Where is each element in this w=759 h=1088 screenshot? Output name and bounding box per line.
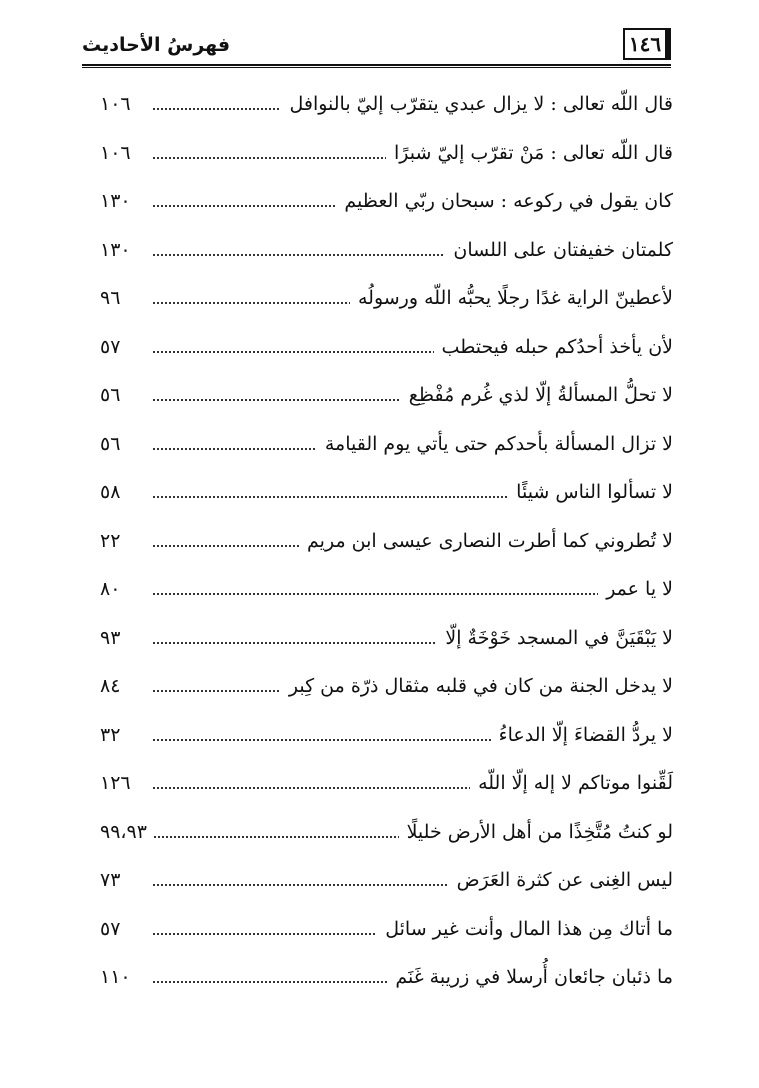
dot-leader (152, 882, 449, 888)
page-number: ١٤٦ (623, 28, 671, 60)
entry-page-number: ٥٧ (100, 335, 121, 358)
entry-page-number: ١٢٦ (100, 772, 131, 795)
entry-page-number: ٥٧ (100, 917, 121, 940)
dot-leader (152, 397, 401, 403)
dot-leader (152, 106, 281, 112)
index-entry (100, 323, 673, 372)
entry-page-number: ١٣٠ (100, 190, 131, 213)
entry-page-number: ٧٣ (100, 869, 121, 892)
index-entry (100, 468, 673, 517)
index-entry (100, 177, 673, 226)
dot-leader (152, 785, 470, 791)
entry-page-number: ٩٦ (100, 287, 121, 310)
entry-text: لا تزال المسألة بأحدكم حتى يأتي يوم القيامة (324, 432, 673, 455)
index-entry (100, 420, 673, 469)
entry-page-number: ٣٢ (100, 723, 121, 746)
index-entry (100, 953, 673, 1002)
entry-page-number: ٢٢ (100, 529, 121, 552)
index-entry (100, 129, 673, 178)
dot-leader (152, 931, 377, 937)
entry-page-number: ١٠٦ (100, 93, 131, 116)
dot-leader (152, 543, 299, 549)
dot-leader (152, 300, 350, 306)
index-entry (100, 226, 673, 275)
entry-text: لَقِّنوا موتاكم لا إله إلّا اللّه (478, 772, 673, 795)
index-entry (100, 711, 673, 760)
index-entry (100, 905, 673, 954)
entry-page-number: ٩٩،٩٣ (100, 820, 147, 843)
entry-text: لا يردُّ القضاءَ إلّا الدعاءُ (498, 723, 673, 746)
entry-text: لا يَبْقَيَنَّ في المسجد خَوْخَةٌ إلّا (445, 626, 673, 649)
dot-leader (152, 688, 281, 694)
entry-text: لا تسألوا الناس شيئًا (516, 481, 673, 504)
dot-leader (152, 446, 317, 452)
entry-text: قال اللّه تعالى : مَنْ تقرّب إليّ شبرًا (394, 141, 673, 164)
index-entry (100, 856, 673, 905)
dot-leader (152, 155, 386, 161)
index-entry (100, 80, 673, 129)
page-header (82, 28, 671, 68)
dot-leader (152, 737, 491, 743)
index-entry (100, 565, 673, 614)
entry-text: لأن يأخذ أحدُكم حبله فيحتطب (441, 335, 673, 358)
index-entry (100, 371, 673, 420)
entry-text: لا تُطروني كما أطرت النصارى عيسى ابن مريم (307, 529, 673, 552)
index-entry (100, 759, 673, 808)
entry-page-number: ١٠٦ (100, 141, 131, 164)
index-entry (100, 614, 673, 663)
entry-page-number: ٥٦ (100, 384, 121, 407)
entry-text: لو كنتُ مُتَّخِذًا من أهل الأرض خليلًا (406, 820, 673, 843)
entry-text: لا تحلُّ المسألةُ إلّا لذي غُرم مُفْظِع (408, 384, 673, 407)
entry-text: ما ذئبان جائعان أُرسلا في زريبة غَنَم (395, 966, 673, 989)
dot-leader (152, 979, 387, 985)
entry-text: ليس الغِنى عن كثرة العَرَض (456, 869, 673, 892)
index-entry (100, 517, 673, 566)
dot-leader (152, 203, 336, 209)
entry-page-number: ٨٠ (100, 578, 121, 601)
index-entry (100, 274, 673, 323)
entry-text: كلمتان خفيفتان على اللسان (453, 238, 673, 261)
entry-text: لا يدخل الجنة من كان في قلبه مثقال ذرّة من كِبر (288, 675, 673, 698)
running-title: فهرسُ الأحاديث (82, 34, 231, 56)
dot-leader (152, 640, 437, 646)
dot-leader (152, 494, 508, 500)
header-rule (82, 64, 671, 68)
entry-text: كان يقول في ركوعه : سبحان ربّي العظيم (344, 190, 673, 213)
entry-page-number: ١٣٠ (100, 238, 131, 261)
entry-text: لا يا عمر (606, 578, 673, 601)
dot-leader (153, 834, 399, 840)
entry-page-number: ٥٨ (100, 481, 121, 504)
entry-page-number: ١١٠ (100, 966, 131, 989)
entry-page-number: ٩٣ (100, 626, 121, 649)
dot-leader (152, 591, 598, 597)
entry-text: ما أتاك مِن هذا المال وأنت غير سائل (385, 917, 673, 940)
entry-page-number: ٥٦ (100, 432, 121, 455)
hadith-index-list (100, 80, 673, 1002)
dot-leader (152, 252, 445, 258)
dot-leader (152, 349, 434, 355)
index-entry (100, 808, 673, 857)
entry-page-number: ٨٤ (100, 675, 121, 698)
index-entry (100, 662, 673, 711)
entry-text: لأعطينّ الراية غدًا رجلًا يحبُّه اللّه ورسولُه (357, 287, 673, 310)
entry-text: قال اللّه تعالى : لا يزال عبدي يتقرّب إليّ بالنوافل (289, 93, 673, 116)
